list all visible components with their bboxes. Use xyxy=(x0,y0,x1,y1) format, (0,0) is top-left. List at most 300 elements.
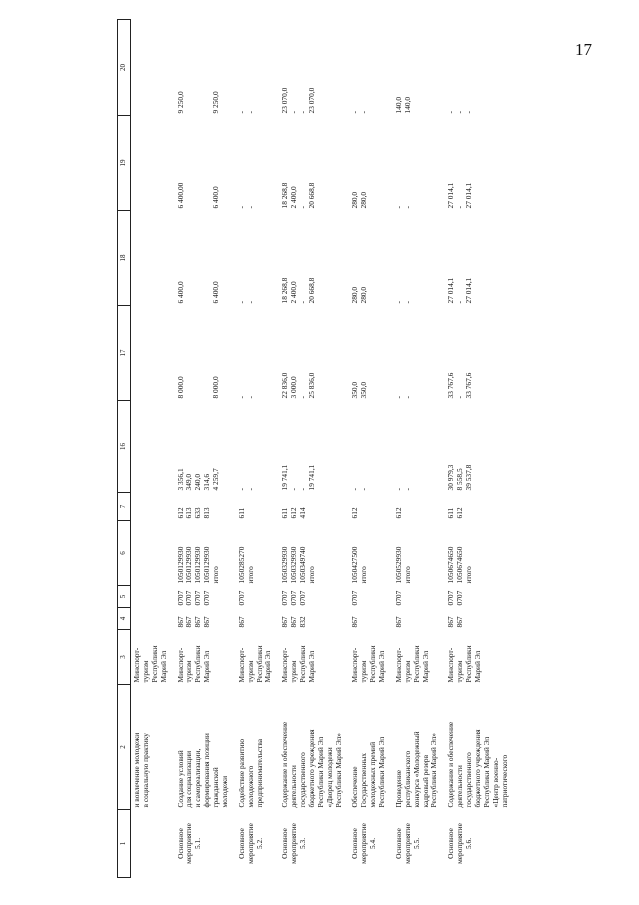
executor-cell xyxy=(274,630,344,685)
cell-line: Основное xyxy=(393,828,403,859)
cell-line: - xyxy=(455,301,465,304)
amount-col-16-cell xyxy=(274,401,344,493)
cell-line: 414 xyxy=(298,507,307,519)
cell-line: итого xyxy=(359,566,369,584)
cell-line: Республики xyxy=(298,645,307,683)
cell-line: мероприятие xyxy=(402,823,412,864)
header-row xyxy=(118,20,131,878)
event-cell xyxy=(274,810,344,878)
cell-line: - xyxy=(245,488,255,491)
activity-name-cell xyxy=(231,685,275,810)
cell-line: 1050427500 xyxy=(350,546,360,584)
cell-line: 27 014,1 xyxy=(464,277,473,304)
cell-line: 633 xyxy=(193,507,203,519)
cell-line: 1050129930 xyxy=(202,546,212,584)
cell-line: формирования позиции xyxy=(202,733,212,808)
amount-col-20-cell xyxy=(231,20,275,116)
cell-line: 2 400,0 xyxy=(289,186,299,209)
cell-line: - xyxy=(393,488,403,491)
executor-cell xyxy=(170,630,231,685)
cell-line: Республики xyxy=(411,645,421,683)
cell-line: и самореализации, xyxy=(193,748,203,808)
column-header: 3 xyxy=(118,630,131,685)
target-article-cell xyxy=(231,521,275,586)
cell-line: Основное xyxy=(446,828,456,859)
cell-line: 23 070,0 xyxy=(280,87,290,114)
cell-line: - xyxy=(359,488,369,491)
event-cell xyxy=(388,810,440,878)
cell-line: 867 xyxy=(193,616,203,628)
cell-line: 0707 xyxy=(202,590,212,606)
cell-line: деятельности xyxy=(289,765,299,808)
budget-table xyxy=(117,19,510,878)
column-header: 5 xyxy=(118,586,131,608)
cell-line: предпринимательства xyxy=(254,738,264,808)
cell-line: - xyxy=(402,206,412,209)
cell-line: - xyxy=(350,488,360,491)
cell-line: 6 400,0 xyxy=(175,281,185,304)
cell-line: Республики xyxy=(149,645,159,683)
executor-cell xyxy=(231,630,275,685)
cell-line: - xyxy=(298,488,307,491)
cell-line: Республики Марий Эл xyxy=(481,736,491,808)
cell-line: 867 xyxy=(280,616,290,628)
cell-line: «Центр военно- xyxy=(490,757,500,808)
continued-executor-cell xyxy=(131,630,170,685)
cell-line: 6 400,0 xyxy=(211,281,220,304)
cell-line: Минспорт- xyxy=(446,647,456,683)
continued-name-cell xyxy=(131,685,170,810)
target-article-cell xyxy=(388,521,440,586)
cell-line: итого xyxy=(306,566,316,584)
cell-line: 867 xyxy=(175,616,185,628)
table-row xyxy=(231,20,275,878)
cell-line: 6 400,0 xyxy=(211,186,220,209)
cell-line: государственного xyxy=(464,752,473,808)
cell-line: - xyxy=(236,206,246,209)
continuation-row xyxy=(131,20,170,878)
column-header: 2 xyxy=(118,685,131,810)
cell-line: Минспорт- xyxy=(350,647,360,683)
target-article-cell xyxy=(274,521,344,586)
cell-line: бюджетного учреждения xyxy=(306,729,316,808)
cell-line: молодежи xyxy=(219,775,229,808)
cell-line: - xyxy=(245,301,255,304)
amount-col-16-cell xyxy=(231,401,275,493)
cell-line: 140,0 xyxy=(393,96,403,114)
amount-col-19-cell xyxy=(274,116,344,211)
cell-line: 25 836,0 xyxy=(306,372,316,399)
cell-line: - xyxy=(393,206,403,209)
table-row xyxy=(274,20,344,878)
cell-line: Минспорт- xyxy=(236,647,246,683)
cell-line: Минспорт- xyxy=(132,647,141,683)
cell-line: туризм xyxy=(184,660,194,683)
cell-line: Минспорт- xyxy=(175,647,185,683)
cell-line: Республики Марий Эл» xyxy=(333,733,343,808)
cell-line: 4 259,7 xyxy=(211,468,220,491)
cell-line: 612 xyxy=(455,507,465,519)
column-header: 18 xyxy=(118,211,131,306)
cell-line: 611 xyxy=(280,507,290,519)
amount-col-19-cell xyxy=(440,116,510,211)
cell-line: и вовлечение молодежи xyxy=(132,732,141,808)
cell-line: - xyxy=(298,206,307,209)
cell-line: - xyxy=(359,111,369,114)
event-cell xyxy=(344,810,388,878)
cell-line: туризм xyxy=(140,660,150,683)
cell-line: 8 000,0 xyxy=(175,376,185,399)
amount-col-18-cell xyxy=(274,211,344,306)
cell-line: мероприятие xyxy=(245,823,255,864)
amount-col-17-cell xyxy=(440,306,510,401)
event-cell xyxy=(170,810,231,878)
cell-line: 0707 xyxy=(455,590,465,606)
cell-line: в социальную практику xyxy=(140,733,150,808)
cell-line: Марий Эл xyxy=(472,650,482,683)
cell-line: - xyxy=(402,488,412,491)
cell-line: - xyxy=(245,206,255,209)
cell-line: - xyxy=(245,396,255,399)
event-cell xyxy=(440,810,510,878)
amount-col-16-cell xyxy=(388,401,440,493)
cell-line: государственного xyxy=(298,752,307,808)
cell-line: 5.5. xyxy=(411,837,421,850)
executor-cell xyxy=(344,630,388,685)
target-article-cell xyxy=(440,521,510,586)
amount-col-19-cell xyxy=(170,116,231,211)
column-header: 7 xyxy=(118,493,131,521)
cell-line: 314,6 xyxy=(202,473,212,491)
cell-line: 6 400,00 xyxy=(175,182,185,209)
cell-line: Марий Эл xyxy=(263,650,273,683)
amount-col-17-cell xyxy=(388,306,440,401)
cell-line: Марий Эл xyxy=(202,650,212,683)
cell-line: 0707 xyxy=(184,590,194,606)
amount-col-18-cell xyxy=(170,211,231,306)
cell-line: Республики xyxy=(193,645,203,683)
cell-line: бюджетного учреждения xyxy=(472,729,482,808)
cell-line: 39 537,8 xyxy=(464,464,473,491)
cell-line: 612 xyxy=(350,507,360,519)
cell-line: Марий Эл xyxy=(306,650,316,683)
cell-line: 350,0 xyxy=(350,381,360,399)
cell-line: Марий Эл xyxy=(377,650,386,683)
expense-type-cell xyxy=(274,493,344,521)
cell-line: Республики Марий Эл xyxy=(315,736,325,808)
cell-line: 19 741,1 xyxy=(280,464,290,491)
cell-line: 611 xyxy=(236,507,246,519)
cell-line: - xyxy=(455,396,465,399)
cell-line: 832 xyxy=(298,616,307,628)
cell-line: 280,0 xyxy=(359,286,369,304)
amount-col-17-cell xyxy=(344,306,388,401)
cell-line: - xyxy=(289,488,299,491)
cell-line: 1050129930 xyxy=(175,546,185,584)
cell-line xyxy=(194,213,203,304)
cell-line: итого xyxy=(402,566,412,584)
cell-line: патриотического xyxy=(499,754,509,808)
amount-col-20-cell xyxy=(388,20,440,116)
cell-line: 612 xyxy=(393,507,403,519)
page-number: 17 xyxy=(575,40,592,59)
cell-line: - xyxy=(236,301,246,304)
cell-line: 19 741,1 xyxy=(306,464,316,491)
cell-line: республиканского xyxy=(402,750,412,808)
rotated-page-content xyxy=(117,20,639,878)
cell-line: - xyxy=(350,111,360,114)
cell-line: - xyxy=(446,111,456,114)
cell-line: 0707 xyxy=(289,590,299,606)
section-code-cell xyxy=(388,586,440,608)
cell-line: 867 xyxy=(350,616,360,628)
cell-line: - xyxy=(245,111,255,114)
cell-line: 813 xyxy=(202,507,212,519)
cell-line: 0707 xyxy=(393,590,403,606)
cell-line: 867 xyxy=(393,616,403,628)
cell-line: туризм xyxy=(245,660,255,683)
cell-line: мероприятие xyxy=(359,823,369,864)
cell-line: Содержание и обеспечение xyxy=(280,721,290,808)
section-code-cell xyxy=(344,586,388,608)
cell-line: 18 268,8 xyxy=(280,277,290,304)
cell-line: 5.6. xyxy=(464,837,473,850)
cell-line: 140,0 xyxy=(402,96,412,114)
cell-line: 613 xyxy=(184,507,194,519)
column-header: 1 xyxy=(118,810,131,878)
cell-line: 9 250,0 xyxy=(175,91,185,114)
cell-line: кадровый резерв xyxy=(420,754,430,808)
cell-line: - xyxy=(402,396,412,399)
cell-line: Основное xyxy=(280,828,290,859)
cell-line: 27 014,1 xyxy=(464,182,473,209)
cell-line: 867 xyxy=(236,616,246,628)
cell-line: гражданской xyxy=(211,767,220,808)
cell-line: Основное xyxy=(350,828,360,859)
cell-line: 1050349740 xyxy=(298,546,307,584)
cell-line: 0707 xyxy=(193,590,203,606)
cell-line: Республики xyxy=(368,645,378,683)
section-code-cell xyxy=(231,586,275,608)
cell-line: 5.2. xyxy=(254,837,264,850)
cell-line: конкурса «Молодежный xyxy=(411,731,421,808)
amount-col-16-cell xyxy=(440,401,510,493)
cell-line: Обеспечение xyxy=(350,766,360,808)
amount-col-19-cell xyxy=(344,116,388,211)
column-header: 19 xyxy=(118,116,131,211)
grbs-code-cell xyxy=(344,608,388,630)
target-article-cell xyxy=(344,521,388,586)
cell-line: - xyxy=(393,301,403,304)
amount-col-18-cell xyxy=(440,211,510,306)
cell-line: Минспорт- xyxy=(280,647,290,683)
expense-type-cell xyxy=(344,493,388,521)
cell-line: - xyxy=(464,111,473,114)
amount-col-17-cell xyxy=(170,306,231,401)
cell-line xyxy=(185,213,194,304)
section-code-cell xyxy=(170,586,231,608)
activity-name-cell xyxy=(440,685,510,810)
cell-line: Республики Марий Эл xyxy=(377,736,386,808)
column-header: 17 xyxy=(118,306,131,401)
cell-line: 8 000,0 xyxy=(211,376,220,399)
cell-line xyxy=(185,308,194,399)
amount-col-20-cell xyxy=(440,20,510,116)
cell-line: 3 356,1 xyxy=(175,468,185,491)
cell-line: 0707 xyxy=(175,590,185,606)
cell-line: 0707 xyxy=(280,590,290,606)
cell-line: молодежных премий xyxy=(368,741,378,808)
cell-line: итого xyxy=(211,566,220,584)
cell-line: 0707 xyxy=(350,590,360,606)
cell-line: 33 767,6 xyxy=(464,372,473,399)
cell-line: молодежного xyxy=(245,765,255,808)
cell-line: - xyxy=(455,206,465,209)
amount-col-20-cell xyxy=(274,20,344,116)
cell-line: 0707 xyxy=(446,590,456,606)
amount-col-20-cell xyxy=(170,20,231,116)
expense-type-cell xyxy=(388,493,440,521)
column-header: 20 xyxy=(118,20,131,116)
cell-line xyxy=(185,22,194,114)
cell-line: «Дворец молодежи xyxy=(324,747,334,808)
cell-line: - xyxy=(298,396,307,399)
grbs-code-cell xyxy=(231,608,275,630)
cell-line: туризм xyxy=(289,660,299,683)
activity-name-cell xyxy=(274,685,344,810)
event-cell xyxy=(231,810,275,878)
amount-col-18-cell xyxy=(231,211,275,306)
activity-name-cell xyxy=(388,685,440,810)
cell-line: 612 xyxy=(175,507,185,519)
cell-line: 240,0 xyxy=(193,473,203,491)
cell-line: мероприятие xyxy=(455,823,465,864)
cell-line: 5.4. xyxy=(368,837,378,850)
cell-line: Марий Эл xyxy=(420,650,430,683)
cell-line: 2 400,0 xyxy=(289,281,299,304)
cell-line: туризм xyxy=(402,660,412,683)
cell-line: - xyxy=(236,396,246,399)
section-code-cell xyxy=(440,586,510,608)
cell-line: - xyxy=(289,111,299,114)
column-header: 16 xyxy=(118,401,131,493)
cell-line: деятельности xyxy=(455,765,465,808)
cell-line: Создание условий xyxy=(175,750,185,808)
cell-line: 27 014,1 xyxy=(446,182,456,209)
cell-line: для социализации xyxy=(184,750,194,808)
cell-line: 18 268,8 xyxy=(280,182,290,209)
cell-line: 867 xyxy=(184,616,194,628)
cell-line: Содействие развитию xyxy=(236,738,246,808)
cell-line: 1050129930 xyxy=(193,546,203,584)
cell-line xyxy=(194,308,203,399)
cell-line xyxy=(194,118,203,209)
cell-line: 0707 xyxy=(236,590,246,606)
executor-cell xyxy=(440,630,510,685)
expense-type-cell xyxy=(231,493,275,521)
cell-line: Республики xyxy=(254,645,264,683)
cell-line: туризм xyxy=(359,660,369,683)
cell-line: Марий Эл xyxy=(158,650,168,683)
cell-line: - xyxy=(402,301,412,304)
amount-col-16-cell xyxy=(344,401,388,493)
cell-line: 8 558,5 xyxy=(455,468,465,491)
amount-col-19-cell xyxy=(231,116,275,211)
executor-cell xyxy=(388,630,440,685)
cell-line: мероприятие xyxy=(289,823,299,864)
cell-line: 33 767,6 xyxy=(446,372,456,399)
cell-line: 27 014,1 xyxy=(446,277,456,304)
cell-line: 23 070,0 xyxy=(306,87,316,114)
amount-col-18-cell xyxy=(388,211,440,306)
cell-line: 612 xyxy=(289,507,299,519)
amount-col-19-cell xyxy=(388,116,440,211)
cell-line: 611 xyxy=(446,507,456,519)
column-header: 4 xyxy=(118,608,131,630)
cell-line: Республики xyxy=(464,645,473,683)
table-row xyxy=(344,20,388,878)
cell-line: Минспорт- xyxy=(393,647,403,683)
cell-line: 1050329930 xyxy=(280,546,290,584)
cell-line: - xyxy=(298,111,307,114)
cell-line: Республики Марий Эл» xyxy=(429,733,439,808)
amount-col-20-cell xyxy=(344,20,388,116)
cell-line: Основное xyxy=(175,828,185,859)
cell-line: 349,0 xyxy=(184,473,194,491)
cell-line: мероприятие xyxy=(184,823,194,864)
cell-line: 1050285270 xyxy=(236,546,246,584)
cell-line: 867 xyxy=(202,616,212,628)
cell-line: итого xyxy=(464,566,473,584)
cell-line: 280,0 xyxy=(350,286,360,304)
cell-line: - xyxy=(455,111,465,114)
cell-line: - xyxy=(393,396,403,399)
cell-line: итого xyxy=(245,566,255,584)
cell-line: 1050329930 xyxy=(289,546,299,584)
activity-name-cell xyxy=(170,685,231,810)
table-row xyxy=(388,20,440,878)
activity-name-cell xyxy=(344,685,388,810)
grbs-code-cell xyxy=(170,608,231,630)
cell-line: 30 979,3 xyxy=(446,464,456,491)
cell-line: 5.1. xyxy=(193,837,203,850)
cell-line: - xyxy=(236,488,246,491)
cell-line: 0707 xyxy=(298,590,307,606)
grbs-code-cell xyxy=(440,608,510,630)
cell-line: 9 250,0 xyxy=(211,91,220,114)
amount-col-16-cell xyxy=(170,401,231,493)
grbs-code-cell xyxy=(388,608,440,630)
cell-line: 1050529930 xyxy=(393,546,403,584)
table-row xyxy=(440,20,510,878)
cell-line: 1050674650 xyxy=(455,546,465,584)
table-row xyxy=(170,20,231,878)
cell-line: 5.3. xyxy=(298,837,307,850)
cell-line: 280,0 xyxy=(359,191,369,209)
cell-line: 20 668,8 xyxy=(306,277,316,304)
amount-col-17-cell xyxy=(274,306,344,401)
column-header: 6 xyxy=(118,521,131,586)
cell-line: Проведение xyxy=(393,769,403,808)
cell-line: 1050674650 xyxy=(446,546,456,584)
expense-type-cell xyxy=(170,493,231,521)
cell-line xyxy=(185,118,194,209)
cell-line: туризм xyxy=(455,660,465,683)
cell-line: Основное xyxy=(236,828,246,859)
amount-col-17-cell xyxy=(231,306,275,401)
cell-line: 22 836,0 xyxy=(280,372,290,399)
cell-line: Содержание и обеспечение xyxy=(446,721,456,808)
